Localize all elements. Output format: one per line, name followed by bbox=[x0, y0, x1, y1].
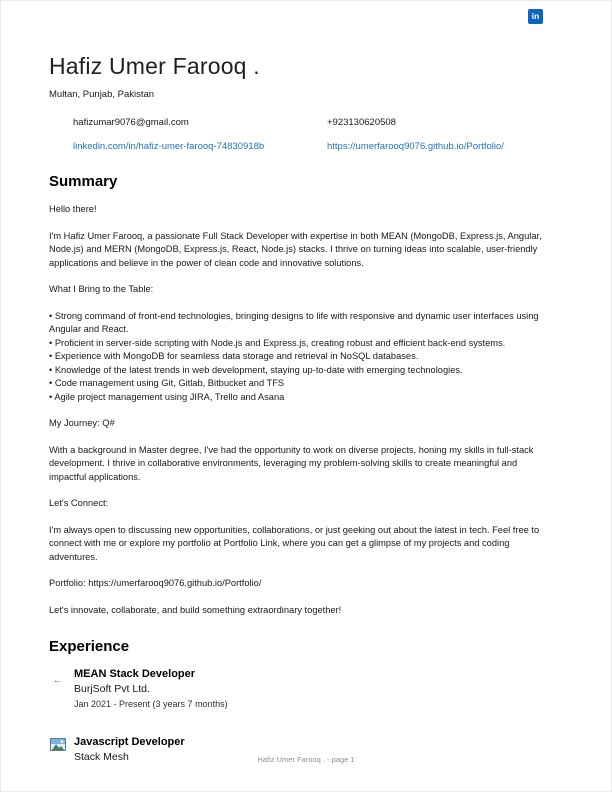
closing-line: Let's innovate, collaborate, and build something extraordinary together! bbox=[49, 604, 342, 615]
image-placeholder-icon bbox=[50, 738, 66, 751]
connect-heading: Let's Connect: bbox=[49, 498, 109, 508]
portfolio-line: Portfolio: https://umerfarooq9076.github.io/Portfolio/ bbox=[49, 578, 262, 588]
journey-paragraph: With a background in Master degree, I've had the opportunity to work on diverse projects, honing my skills in full-stack development. I thrive in collaborative environments, leveraging my problem-solving skills to create meaningful and impactful applications. bbox=[49, 444, 534, 482]
job-title: Javascript Developer bbox=[74, 735, 185, 748]
company-name: BurjSoft Pvt Ltd. bbox=[74, 683, 150, 695]
portfolio-link[interactable]: https://umerfarooq9076.github.io/Portfolio/ bbox=[327, 141, 504, 152]
summary-bullet: • Knowledge of the latest trends in web development, staying up-to-date with emerging technologies. bbox=[49, 364, 463, 375]
connect-paragraph: I'm always open to discussing new opportunities, collaborations, or just geeking out about the latest in tech. Feel free to connect with me or explore my portfolio at Portfolio Link, where you can get a glimpse of my projects and coding adventures. bbox=[49, 524, 540, 562]
experience-heading: Experience bbox=[49, 638, 130, 655]
company-logo-icon bbox=[49, 668, 67, 709]
summary-greeting: Hello there! bbox=[49, 204, 97, 214]
location-text: Multan, Punjab, Pakistan bbox=[49, 89, 155, 100]
summary-bullet: • Experience with MongoDB for seamless data storage and retrieval in NoSQL databases. bbox=[49, 351, 419, 361]
linkedin-logo-icon: in bbox=[528, 9, 543, 24]
summary-bullet: • Code management using Git, Gitlab, Bitbucket and TFS bbox=[49, 378, 285, 388]
journey-heading: My Journey: Q# bbox=[49, 418, 115, 428]
summary-bullet: • Agile project management using JIRA, Trello and Asana bbox=[49, 391, 285, 402]
summary-bullet: • Proficient in server-side scripting with Node.js and Express.js, creating robust and efficient back-end systems. bbox=[49, 337, 506, 348]
summary-heading: Summary bbox=[49, 173, 118, 190]
summary-bullet: • Strong command of front-end technologies, bringing designs to life with responsive and dynamic user interfaces using Angular and React. bbox=[49, 310, 539, 334]
company-name: Stack Mesh bbox=[74, 750, 129, 763]
contact-block bbox=[49, 117, 565, 152]
summary-bullet-list bbox=[49, 310, 556, 405]
page-footer: Hafiz Umer Farooq . - page 1 bbox=[257, 755, 355, 764]
phone-text: +923130620508 bbox=[327, 117, 396, 128]
job-dates: Jan 2021 - Present (3 years 7 months) bbox=[74, 698, 228, 709]
job-title: MEAN Stack Developer bbox=[74, 668, 196, 680]
experience-item bbox=[49, 668, 565, 709]
page-title: Hafiz Umer Farooq . bbox=[49, 53, 260, 79]
email-text: hafizumar9076@gmail.com bbox=[73, 117, 189, 128]
summary-intro: I'm Hafiz Umer Farooq, a passionate Full Stack Developer with expertise in both MEAN (MongoDB, Express.js, Angular, Node.js) and MERN (MongoDB, Express.js, React, Node.js) stacks. I thrive on turning ideas into scalable, user-friendly applications and believe in the power of clean code and innovative solutions. bbox=[49, 230, 542, 268]
summary-table-intro: What I Bring to the Table: bbox=[49, 284, 154, 294]
experience-item-body bbox=[74, 668, 228, 709]
arrow-left-icon: ← bbox=[52, 674, 64, 686]
linkedin-link[interactable]: linkedin.com/in/hafiz-umer-farooq-74830918b bbox=[73, 141, 265, 152]
